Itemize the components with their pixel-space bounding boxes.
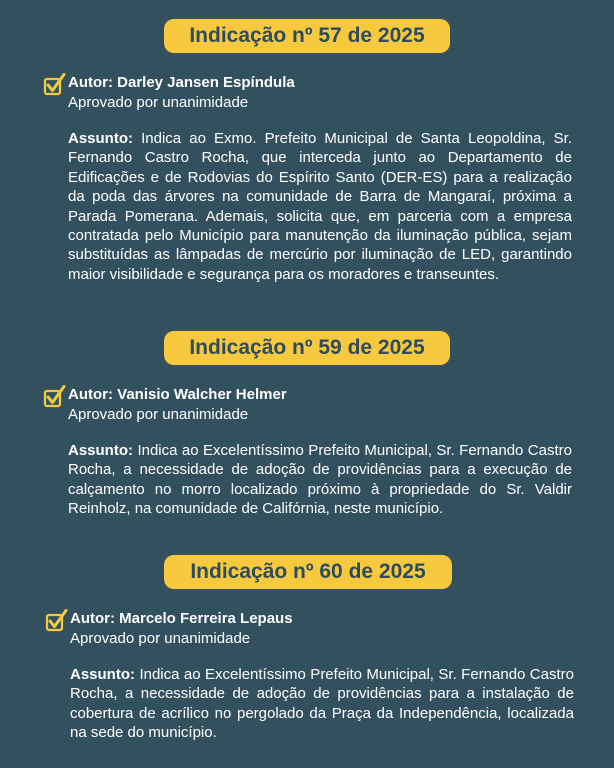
subject-text: Indica ao Exmo. Prefeito Municipal de Santa Leopoldina, Sr. Fernando Castro Rocha, que interceda junto ao Departamento de Edificações e de Rodovias do Espírito Santo (DER-ES) para a realização da poda das árvores na comunidade de Barra de Mangaraí, próxima a Parada Pomerana. Ademais, solicita que, em parceria com a empresa contratada pelo Município para manutenção da iluminação pública, sejam substituídas as lâmpadas de mercúrio por iluminação de LED, garantindo maior visibilidade e segurança para os moradores e transeuntes.: [68, 130, 572, 283]
subject-label: Assunto:: [68, 442, 133, 459]
indicacao-59-title: Indicação nº 59 de 2025: [164, 331, 450, 365]
subject-text: Indica ao Excelentíssimo Prefeito Municipal, Sr. Fernando Castro Rocha, a necessidade de adoção de providências para a instalação de cobertura de acrílico no pergolado da Praça da Independência, localizada na sede do município.: [70, 666, 574, 742]
indicacao-57-title: Indicação nº 57 de 2025: [164, 19, 450, 53]
indicacao-57-subject: [68, 129, 572, 284]
checkbox-check-icon: [42, 385, 68, 411]
indicacao-57-status: Aprovado por unanimidade: [68, 94, 249, 111]
indicacao-60-subject: [70, 665, 574, 743]
indicacao-59-status: Aprovado por unanimidade: [68, 406, 249, 423]
indicacao-57-author: Autor: Darley Jansen Espíndula: [68, 74, 295, 91]
indicacao-59-subject: [68, 441, 572, 519]
indicacao-59-author: Autor: Vanisio Walcher Helmer: [68, 386, 287, 403]
subject-label: Assunto:: [70, 666, 135, 683]
indicacao-60-author: Autor: Marcelo Ferreira Lepaus: [70, 610, 293, 627]
subject-text: Indica ao Excelentíssimo Prefeito Municipal, Sr. Fernando Castro Rocha, a necessidade de adoção de providências para a execução de calçamento no morro localizado próximo à propriedade do Sr. Valdir Reinholz, na comunidade de Califórnia, neste município.: [68, 442, 572, 518]
indicacao-60-status: Aprovado por unanimidade: [70, 630, 251, 647]
subject-label: Assunto:: [68, 130, 133, 147]
checkbox-check-icon: [42, 73, 68, 99]
indicacao-60-title: Indicação nº 60 de 2025: [164, 555, 452, 589]
checkbox-check-icon: [44, 609, 70, 635]
